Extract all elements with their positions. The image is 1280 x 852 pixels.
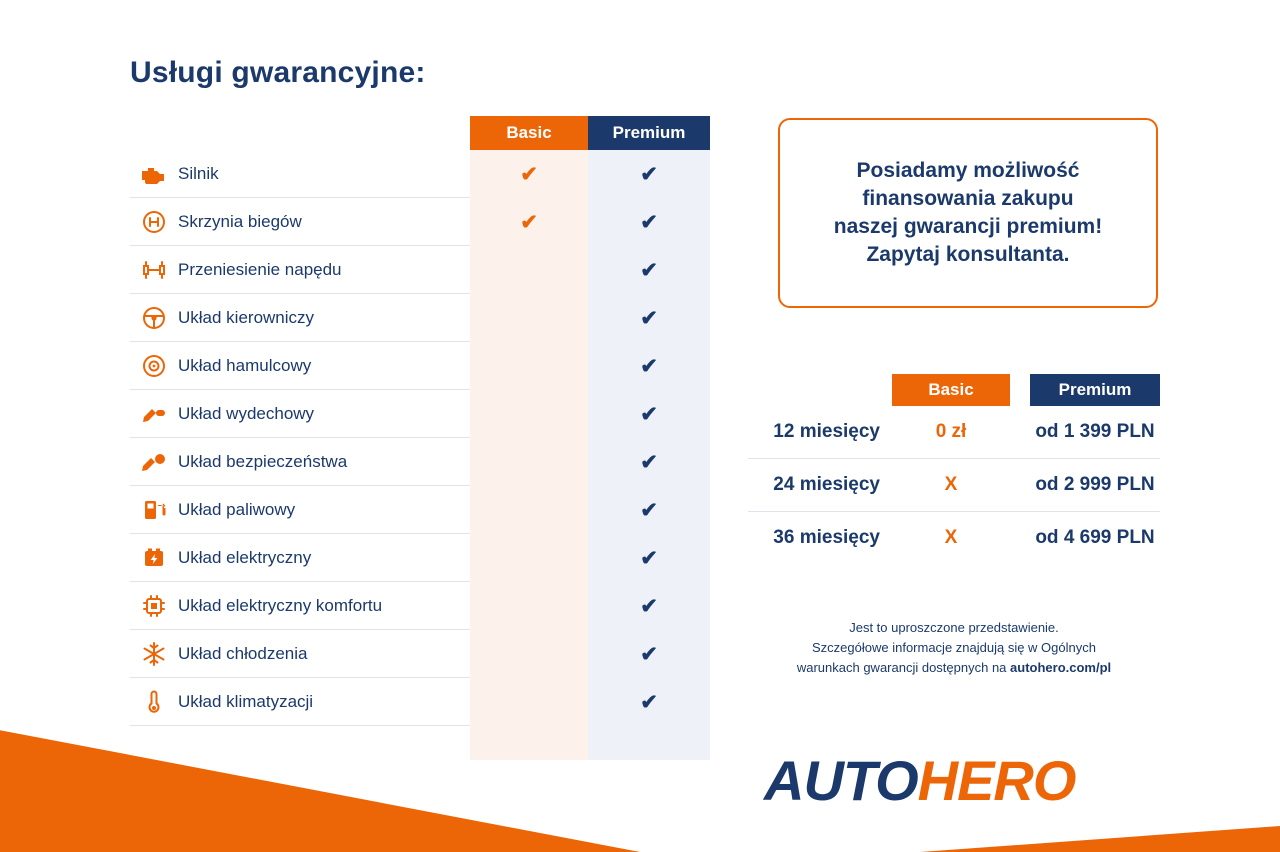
- premium-value: ✔: [640, 498, 658, 522]
- disclaimer-line-3: [748, 658, 1160, 678]
- disclaimer: [748, 618, 1160, 678]
- website-link[interactable]: autohero.com/pl: [1010, 660, 1112, 676]
- disclaimer-line-3-text: warunkach gwarancji dostępnych na: [796, 660, 1011, 676]
- service-label: Układ bezpieczeństwa: [178, 452, 348, 471]
- pricing-term: 24 miesięcy: [773, 474, 880, 495]
- pricing-header-basic: Basic: [892, 374, 1010, 406]
- premium-value: ✔: [640, 450, 658, 474]
- promo-line-3: naszej gwarancji premium!: [833, 215, 1103, 238]
- basic-value: ✔: [520, 210, 538, 234]
- premium-value: ✔: [640, 354, 658, 378]
- pricing-basic-value: X: [944, 474, 958, 495]
- fuel-pump-icon: [130, 498, 178, 522]
- premium-value: ✔: [640, 642, 658, 666]
- promo-line-2: finansowania zakupu: [862, 187, 1074, 211]
- header-premium: Premium: [588, 116, 710, 150]
- airbag-icon: [130, 452, 178, 472]
- pricing-header-premium: Premium: [1030, 374, 1160, 406]
- financing-promo-box: [778, 118, 1158, 308]
- table-row: [130, 678, 710, 726]
- snowflake-icon: [130, 642, 178, 666]
- service-label: Skrzynia biegów: [178, 212, 302, 231]
- table-row: [130, 486, 710, 534]
- premium-value: ✔: [640, 594, 658, 618]
- table-row: [130, 582, 710, 630]
- pricing-term: 12 miesięcy: [773, 421, 880, 442]
- service-label: Silnik: [178, 164, 219, 183]
- engine-icon: [130, 163, 178, 185]
- premium-value: ✔: [640, 162, 658, 186]
- service-label: Układ hamulcowy: [178, 356, 312, 375]
- premium-value: ✔: [640, 258, 658, 282]
- pricing-header-gap: [1010, 374, 1030, 406]
- brake-disc-icon: [130, 354, 178, 378]
- premium-value: ✔: [640, 546, 658, 570]
- service-label: Układ elektryczny: [178, 548, 312, 567]
- table-row: [130, 150, 710, 198]
- pricing-basic-value: X: [944, 527, 958, 548]
- services-section: [130, 56, 712, 726]
- services-table: [130, 116, 710, 726]
- table-row: [130, 246, 710, 294]
- pricing-table: [748, 374, 1160, 564]
- service-label: Układ klimatyzacji: [178, 692, 314, 711]
- pricing-premium-value: od 1 399 PLN: [1035, 421, 1155, 442]
- table-row: [130, 534, 710, 582]
- table-row: [130, 294, 710, 342]
- pricing-row: [748, 406, 1160, 459]
- pricing-table-header: [748, 374, 1160, 406]
- battery-icon: [130, 547, 178, 569]
- steering-wheel-icon: [130, 306, 178, 330]
- drivetrain-icon: [130, 259, 178, 281]
- premium-value: ✔: [640, 690, 658, 714]
- premium-value: ✔: [640, 306, 658, 330]
- autohero-logo: [764, 748, 1075, 813]
- table-row: [130, 390, 710, 438]
- promo-line-4: Zapytaj konsultanta.: [866, 242, 1070, 266]
- gearbox-icon: [130, 210, 178, 234]
- header-spacer-cell: [130, 116, 470, 150]
- disclaimer-line-1: Jest to uproszczone przedstawienie.: [849, 620, 1059, 635]
- services-rows: [130, 150, 710, 726]
- service-label: Układ elektryczny komfortu: [178, 596, 383, 615]
- service-label: Układ paliwowy: [178, 500, 296, 519]
- exhaust-icon: [130, 404, 178, 424]
- table-row: [130, 630, 710, 678]
- service-label: Układ kierowniczy: [178, 308, 315, 327]
- chip-icon: [130, 594, 178, 618]
- pricing-basic-value: 0 zł: [935, 421, 967, 442]
- table-row: [130, 198, 710, 246]
- service-label: Układ chłodzenia: [178, 644, 308, 663]
- thermometer-icon: [130, 690, 178, 714]
- orange-corner-shape-bottom-right: [920, 826, 1280, 852]
- service-label: Przeniesienie napędu: [178, 260, 342, 279]
- promo-line-1: Posiadamy możliwość: [856, 159, 1080, 183]
- pricing-premium-value: od 4 699 PLN: [1035, 527, 1155, 548]
- header-basic: Basic: [470, 116, 588, 150]
- promo-text: [820, 157, 1116, 269]
- services-table-header: [130, 116, 710, 150]
- pricing-premium-value: od 2 999 PLN: [1035, 474, 1155, 495]
- pricing-row: [748, 512, 1160, 564]
- table-row: [130, 438, 710, 486]
- pricing-header-spacer: [748, 374, 892, 406]
- premium-value: ✔: [640, 210, 658, 234]
- table-row: [130, 342, 710, 390]
- pricing-row: [748, 459, 1160, 512]
- page-title: Usługi gwarancyjne:: [130, 56, 426, 89]
- service-label: Układ wydechowy: [178, 404, 315, 423]
- premium-value: ✔: [640, 402, 658, 426]
- disclaimer-line-2: Szczegółowe informacje znajdują się w Ogólnych: [812, 640, 1096, 656]
- logo-auto: AUTO: [764, 749, 918, 812]
- basic-value: ✔: [520, 162, 538, 186]
- logo-hero: HERO: [917, 749, 1076, 812]
- pricing-term: 36 miesięcy: [773, 527, 880, 548]
